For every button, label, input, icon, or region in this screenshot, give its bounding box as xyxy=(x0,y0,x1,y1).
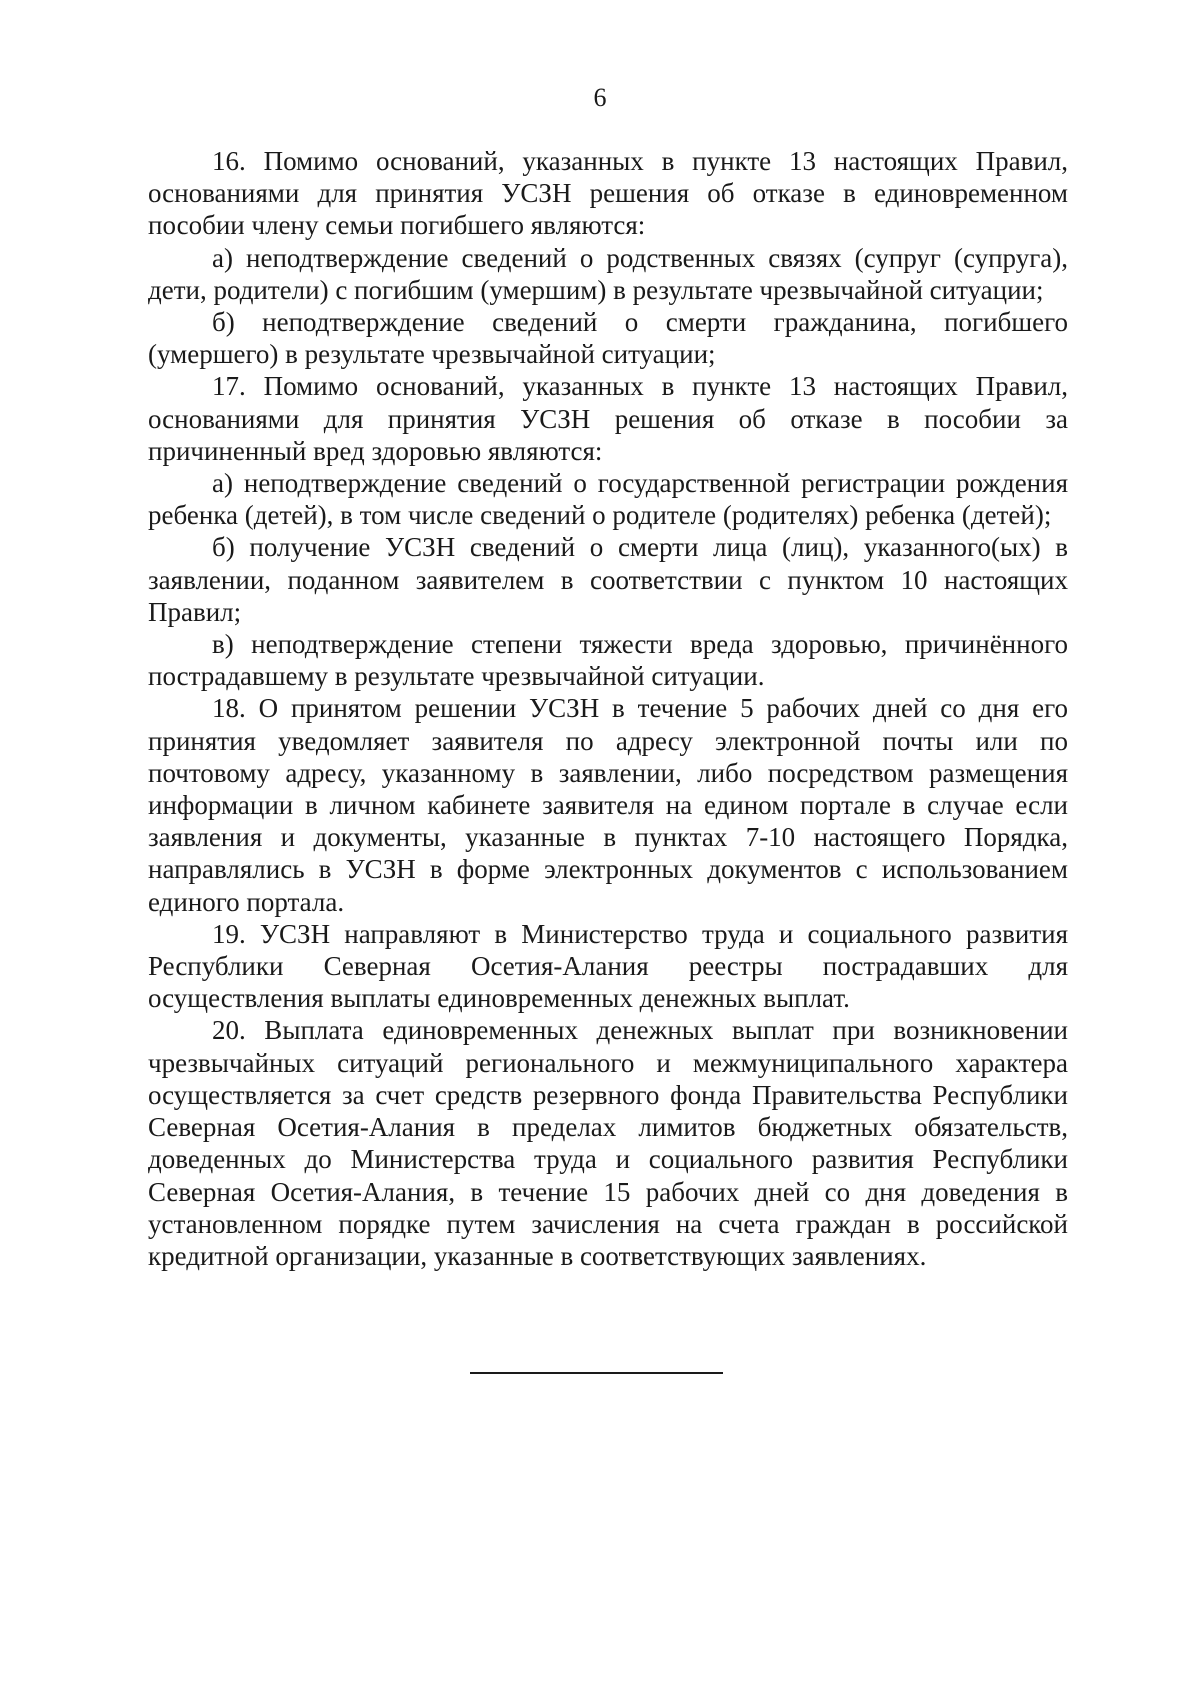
paragraph-16-b: б) неподтверждение сведений о смерти гражданина, погибшего (умершего) в результате чрезвычайной ситуации; xyxy=(148,307,1068,370)
paragraph-17: 17. Помимо оснований, указанных в пункте 13 настоящих Правил, основаниями для принятия УСЗН решения об отказе в пособии за причиненный вред здоровью являются: xyxy=(148,371,1068,466)
paragraph-20: 20. Выплата единовременных денежных выплат при возникновении чрезвычайных ситуаций регионального и межмуниципального характера осуществляется за счет средств резервного фонда Правительства Республики Северная Осетия-Алания в пределах лимитов бюджетных обязательств, доведенных до Министерства труда и социального развития Республики Северная Осетия-Алания, в течение 15 рабочих дней со дня доведения в установленном порядке путем зачисления на счета граждан в российской кредитной организации, указанные в соответствующих заявлениях. xyxy=(148,1015,1068,1271)
document-body xyxy=(148,145,1068,1272)
paragraph-16: 16. Помимо оснований, указанных в пункте 13 настоящих Правил, основаниями для принятия УСЗН решения об отказе в единовременном пособии члену семьи погибшего являются: xyxy=(148,146,1068,241)
paragraph-16-a: а) неподтверждение сведений о родственных связях (супруг (супруга), дети, родители) с погибшим (умершим) в результате чрезвычайной ситуации; xyxy=(148,242,1068,305)
page-number: 6 xyxy=(593,83,607,112)
end-of-document-line xyxy=(470,1372,723,1374)
paragraph-18: 18. О принятом решении УСЗН в течение 5 рабочих дней со дня его принятия уведомляет заявителя по адресу электронной почты или по почтовому адресу, указанному в заявлении, либо посредством размещения информации в личном кабинете заявителя на едином портале в случае если заявления и документы, указанные в пунктах 7-10 настоящего Порядка, направлялись в УСЗН в форме электронных документов с использованием единого портала. xyxy=(148,693,1068,917)
paragraph-17-a: а) неподтверждение сведений о государственной регистрации рождения ребенка (детей), в том числе сведений о родителе (родителях) ребенка (детей); xyxy=(148,468,1068,531)
paragraph-19: 19. УСЗН направляют в Министерство труда и социального развития Республики Северная Осетия-Алания реестры пострадавших для осуществления выплаты единовременных денежных выплат. xyxy=(148,918,1068,1014)
paragraph-17-b: б) получение УСЗН сведений о смерти лица (лиц), указанного(ых) в заявлении, поданном заявителем в соответствии с пунктом 10 настоящих Правил; xyxy=(148,532,1068,627)
paragraph-17-v: в) неподтверждение степени тяжести вреда здоровью, причинённого пострадавшему в результате чрезвычайной ситуации. xyxy=(148,629,1068,692)
